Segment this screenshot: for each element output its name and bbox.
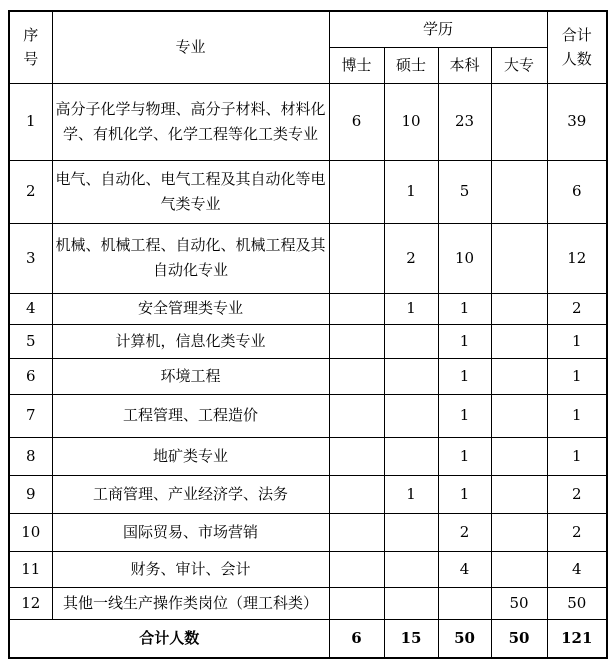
cell-major: 高分子化学与物理、高分子材料、材料化学、有机化学、化学工程等化工类专业: [52, 83, 329, 160]
header-row-top: [9, 11, 607, 47]
table-header: [9, 11, 607, 83]
cell-bachelor: [438, 587, 491, 619]
cell-major: 工商管理、产业经济学、法务: [52, 475, 329, 513]
cell-college: [491, 358, 547, 394]
cell-seq: 9: [9, 475, 52, 513]
header-seq-label: 序号: [23, 25, 39, 68]
footer-bachelor-total: 50: [438, 619, 491, 658]
recruitment-table: [8, 10, 608, 659]
cell-college: [491, 475, 547, 513]
table-row: [9, 293, 607, 324]
cell-seq: 8: [9, 437, 52, 475]
cell-total: 39: [547, 83, 607, 160]
cell-bachelor: 1: [438, 293, 491, 324]
cell-college: 50: [491, 587, 547, 619]
header-degree-phd: 博士: [329, 47, 384, 83]
footer-master-total: 15: [384, 619, 438, 658]
cell-total: 12: [547, 223, 607, 293]
table-row: [9, 83, 607, 160]
cell-seq: 6: [9, 358, 52, 394]
cell-total: 2: [547, 293, 607, 324]
footer-grand-total: 121: [547, 619, 607, 658]
cell-major: 国际贸易、市场营销: [52, 513, 329, 551]
cell-bachelor: 1: [438, 394, 491, 437]
cell-major: 环境工程: [52, 358, 329, 394]
cell-bachelor: 5: [438, 160, 491, 223]
header-education: 学历: [329, 11, 547, 47]
header-degree-bachelor: 本科: [438, 47, 491, 83]
cell-seq: 5: [9, 324, 52, 358]
cell-bachelor: 2: [438, 513, 491, 551]
cell-total: 1: [547, 394, 607, 437]
cell-college: [491, 437, 547, 475]
cell-bachelor: 10: [438, 223, 491, 293]
cell-major: 安全管理类专业: [52, 293, 329, 324]
cell-seq: 4: [9, 293, 52, 324]
table-row: [9, 587, 607, 619]
cell-total: 50: [547, 587, 607, 619]
table-row: [9, 324, 607, 358]
cell-master: [384, 324, 438, 358]
total-row: [9, 619, 607, 658]
cell-phd: [329, 551, 384, 587]
header-degree-college: 大专: [491, 47, 547, 83]
footer-phd-total: 6: [329, 619, 384, 658]
table-row: [9, 513, 607, 551]
cell-phd: [329, 394, 384, 437]
cell-college: [491, 513, 547, 551]
cell-seq: 12: [9, 587, 52, 619]
cell-major: 财务、审计、会计: [52, 551, 329, 587]
cell-seq: 7: [9, 394, 52, 437]
cell-seq: 2: [9, 160, 52, 223]
header-total: [547, 11, 607, 83]
cell-master: [384, 551, 438, 587]
cell-major: 计算机，信息化类专业: [52, 324, 329, 358]
table-row: [9, 475, 607, 513]
table-row: [9, 551, 607, 587]
cell-master: 1: [384, 475, 438, 513]
table-footer: [9, 619, 607, 658]
cell-master: [384, 358, 438, 394]
table-row: [9, 160, 607, 223]
cell-seq: 3: [9, 223, 52, 293]
cell-phd: [329, 475, 384, 513]
cell-college: [491, 83, 547, 160]
cell-college: [491, 324, 547, 358]
cell-master: [384, 394, 438, 437]
cell-master: 2: [384, 223, 438, 293]
cell-total: 1: [547, 437, 607, 475]
cell-college: [491, 223, 547, 293]
cell-phd: 6: [329, 83, 384, 160]
cell-total: 6: [547, 160, 607, 223]
cell-college: [491, 160, 547, 223]
cell-master: [384, 437, 438, 475]
table-row: [9, 223, 607, 293]
cell-master: 10: [384, 83, 438, 160]
header-degree-master: 硕士: [384, 47, 438, 83]
cell-total: 4: [547, 551, 607, 587]
cell-college: [491, 551, 547, 587]
cell-major: 机械、机械工程、自动化、机械工程及其自动化专业: [52, 223, 329, 293]
cell-college: [491, 394, 547, 437]
cell-phd: [329, 324, 384, 358]
cell-seq: 1: [9, 83, 52, 160]
cell-phd: [329, 513, 384, 551]
header-seq: [9, 11, 52, 83]
table-body: [9, 83, 607, 619]
cell-master: 1: [384, 293, 438, 324]
cell-major: 电气、自动化、电气工程及其自动化等电气类专业: [52, 160, 329, 223]
cell-major: 工程管理、工程造价: [52, 394, 329, 437]
cell-bachelor: 1: [438, 437, 491, 475]
cell-major: 其他一线生产操作类岗位（理工科类）: [52, 587, 329, 619]
table-row: [9, 358, 607, 394]
cell-phd: [329, 437, 384, 475]
footer-college-total: 50: [491, 619, 547, 658]
cell-master: [384, 513, 438, 551]
cell-total: 2: [547, 475, 607, 513]
cell-bachelor: 1: [438, 475, 491, 513]
cell-phd: [329, 223, 384, 293]
cell-bachelor: 4: [438, 551, 491, 587]
cell-phd: [329, 587, 384, 619]
footer-label: 合计人数: [9, 619, 329, 658]
cell-master: 1: [384, 160, 438, 223]
cell-phd: [329, 358, 384, 394]
cell-phd: [329, 293, 384, 324]
cell-total: 2: [547, 513, 607, 551]
cell-seq: 11: [9, 551, 52, 587]
cell-total: 1: [547, 358, 607, 394]
header-major: 专业: [52, 11, 329, 83]
cell-major: 地矿类专业: [52, 437, 329, 475]
cell-total: 1: [547, 324, 607, 358]
cell-bachelor: 1: [438, 324, 491, 358]
table-row: [9, 437, 607, 475]
table-row: [9, 394, 607, 437]
cell-phd: [329, 160, 384, 223]
cell-bachelor: 23: [438, 83, 491, 160]
header-total-label: 合计人数: [561, 25, 592, 68]
cell-college: [491, 293, 547, 324]
cell-master: [384, 587, 438, 619]
cell-bachelor: 1: [438, 358, 491, 394]
cell-seq: 10: [9, 513, 52, 551]
